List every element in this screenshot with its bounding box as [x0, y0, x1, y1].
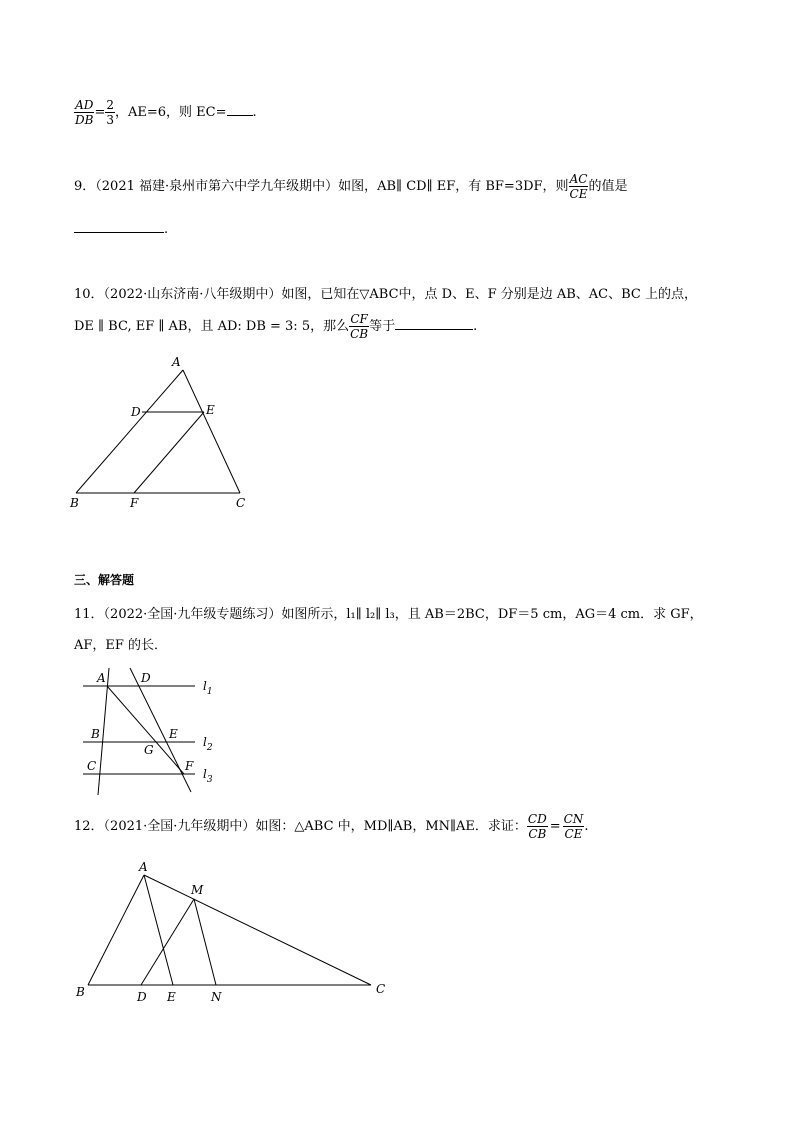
q8-end: . — [252, 105, 257, 120]
segment-mn — [194, 899, 216, 985]
label-d: D — [141, 671, 151, 685]
answer-blank — [74, 220, 164, 233]
q10-text: 10．（2022·山东济南·八年级期中）如图，已知在▽ABC中，点 D、E、F 分别是边 AB、AC、BC 上的点， — [74, 287, 697, 302]
q8-tail — [74, 98, 257, 127]
q11-line1 — [74, 603, 703, 622]
transversal-def — [130, 668, 191, 792]
q10-line2 — [74, 312, 477, 341]
section-heading: 三、解答题 — [74, 573, 135, 587]
segment-md — [141, 899, 194, 985]
fraction-denominator: 3 — [106, 113, 114, 127]
label-c: C — [87, 759, 97, 773]
fraction-numerator: CN — [563, 812, 584, 826]
label-b: B — [76, 985, 85, 999]
fraction-denominator: CE — [564, 827, 583, 841]
answer-blank — [227, 103, 253, 116]
segment-ef — [134, 412, 204, 493]
fraction-cf-cb — [349, 312, 369, 341]
fraction-2-3 — [105, 98, 115, 127]
fraction-denominator: DB — [75, 113, 94, 127]
label-d: D — [131, 405, 141, 419]
label-f: F — [130, 496, 139, 510]
label-e: E — [167, 990, 176, 1004]
fraction-ac-ce — [569, 172, 589, 201]
label-g: G — [144, 743, 154, 757]
fraction-cn-ce — [563, 812, 585, 841]
q10-end: . — [473, 319, 478, 334]
segment-ae — [144, 875, 173, 985]
label-e: E — [169, 727, 178, 741]
q11-figure — [78, 665, 228, 800]
label-e: E — [206, 403, 215, 417]
q12-text: 12．（2021·全国·九年级期中）如图：△ABC 中，MD∥AB，MN∥AE．求证： — [74, 819, 527, 834]
label-a: A — [97, 671, 106, 685]
equals-sign: = — [94, 105, 106, 120]
q10-text-a: DE ∥ BC, EF ∥ AB，且 AD: DB = 3: 5，那么 — [74, 319, 350, 334]
fraction-numerator: AC — [569, 172, 588, 186]
label-b: B — [91, 727, 100, 741]
q9-end: . — [164, 222, 169, 237]
answer-blank — [395, 317, 473, 330]
q12-line1 — [74, 812, 588, 841]
q9-line1 — [74, 172, 628, 201]
fraction-numerator: 2 — [106, 98, 114, 112]
label-l3: $l_3$ — [203, 767, 213, 785]
fraction-numerator: CF — [350, 312, 368, 326]
q10-line1 — [74, 283, 697, 302]
label-d: D — [137, 990, 147, 1004]
label-b: B — [70, 496, 79, 510]
segment-ac — [183, 370, 240, 493]
fraction-denominator: CB — [350, 327, 369, 341]
fraction-ad-db — [74, 98, 94, 127]
label-c: C — [376, 982, 386, 996]
segment-ac — [144, 875, 371, 985]
fraction-numerator: CD — [527, 812, 547, 826]
label-m: M — [191, 883, 204, 897]
q11-text: 11．（2022·全国·九年级专题练习）如图所示，l₁∥ l₂∥ l₃，且 AB＝2BC，DF＝5 cm，AG＝4 cm．求 GF， — [74, 607, 703, 622]
equals-sign: = — [549, 819, 561, 834]
q9-line2 — [74, 220, 168, 237]
fraction-cd-cb — [527, 812, 548, 841]
q10-figure — [60, 350, 260, 515]
label-a: A — [139, 860, 148, 874]
label-a: A — [172, 355, 181, 369]
label-l1: $l_1$ — [203, 679, 213, 697]
label-f: F — [185, 759, 194, 773]
q11-line2 — [74, 634, 167, 653]
q9-text: 9．（2021 福建·泉州市第六中学九年级期中）如图，AB∥ CD∥ EF，有 BF=3DF，则 — [74, 179, 569, 194]
q12-end: . — [584, 819, 589, 834]
label-c: C — [236, 496, 246, 510]
fraction-denominator: CE — [569, 187, 588, 201]
label-n: N — [211, 990, 222, 1004]
fraction-denominator: CB — [528, 827, 547, 841]
label-l2: $l_2$ — [203, 735, 213, 753]
q10-text-b: 等于 — [369, 319, 396, 334]
q8-text: ，AE=6，则 EC= — [115, 105, 227, 120]
q11-text2: AF，EF 的长． — [74, 638, 168, 653]
q9-after: 的值是 — [588, 179, 628, 194]
fraction-numerator: AD — [75, 98, 94, 112]
segment-ab — [88, 875, 144, 985]
segment-ab — [76, 370, 183, 493]
q12-figure — [70, 855, 400, 1015]
